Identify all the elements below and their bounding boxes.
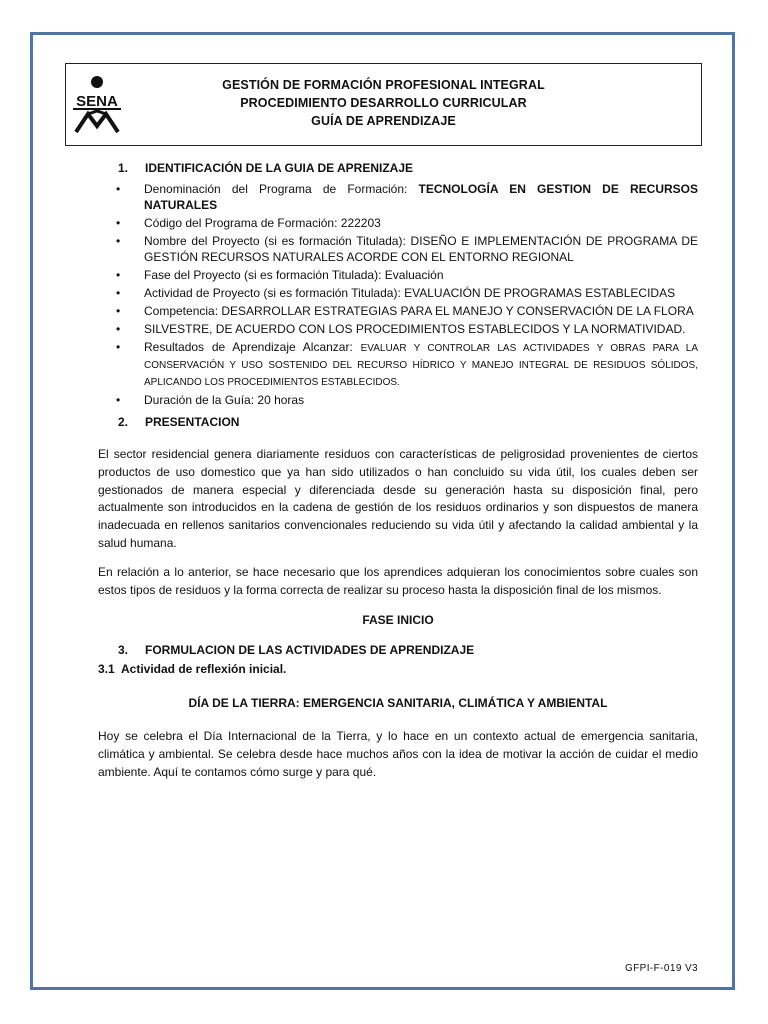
list-item [98,233,698,265]
item-value: Evaluación [384,268,444,282]
item-label: Actividad de Proyecto (si es formación Titulada): [144,286,405,300]
item-label: Fase del Proyecto (si es formación Titulada): [144,268,385,282]
section-1-title: IDENTIFICACIÓN DE LA GUIA DE APRENIZAJE [145,161,414,175]
subsection-3-1-title: Actividad de reflexión inicial. [121,662,287,676]
section-1-heading [98,160,698,177]
identification-list [98,181,698,408]
item-value: TECNOLOGÍA EN GESTION DE RECURSOS NATURALES [144,182,699,212]
section-2-number: 2. [118,415,129,429]
item-label: Competencia: [144,304,222,318]
activity-heading: DÍA DE LA TIERRA: EMERGENCIA SANITARIA, CLIMÁTICA Y AMBIENTAL [188,696,608,710]
subsection-3-1 [98,661,698,678]
subsection-3-1-heading [98,661,698,678]
section-3-heading [98,642,698,659]
list-item [98,267,698,283]
item-label: Código del Programa de Formación: [144,216,341,230]
header-line-2: PROCEDIMIENTO DESARROLLO CURRICULAR [240,96,527,110]
activity-paragraph: Hoy se celebra el Día Internacional de la Tierra, y lo hace en un contexto actual de emergencia sanitaria, climática y ambiental. Se celebra desde hace muchos años con la idea de motivar la acción de cuidar el medio ambiente. Aquí te contamos cómo surge y para qué. [98,729,698,779]
item-value: SILVESTRE, DE ACUERDO CON LOS PROCEDIMIENTOS ESTABLECIDOS Y LA NORMATIVIDAD. [144,322,686,336]
section-3-title: FORMULACION DE LAS ACTIVIDADES DE APRENDIZAJE [145,643,475,657]
header-line-1: GESTIÓN DE FORMACIÓN PROFESIONAL INTEGRAL [222,78,545,92]
section-2-heading [98,414,698,431]
section-3-number: 3. [118,643,129,657]
section-activities [98,642,698,659]
header-line-3: GUÍA DE APRENDIZAJE [311,114,456,128]
document-header [65,63,702,146]
list-item [98,303,698,319]
section-2-title: PRESENTACION [145,415,240,429]
item-value: EVALUACIÓN DE PROGRAMAS ESTABLECIDAS [404,286,676,300]
item-value: 20 horas [257,393,305,407]
item-value: DISEÑO E IMPLEMENTACIÓN DE PROGRAMA DE GESTIÓN RECURSOS NATURALES ACORDE CON EL ENTORNO REGIONAL [144,234,698,264]
header-title-block [66,76,701,130]
item-label: Resultados de Aprendizaje Alcanzar: [144,340,361,354]
form-code: GFPI-F-019 V3 [625,963,698,974]
list-item [98,285,698,301]
list-item [98,321,698,337]
item-label: Nombre del Proyecto (si es formación Titulada): [144,234,411,248]
item-value: EVALUAR Y CONTROLAR LAS ACTIVIDADES Y OBRAS PARA LA CONSERVACIÓN Y USO SOSTENIDO DEL RECURSO HÍDRICO Y MANEJO INTEGRAL DE RESIDUOS SÓLIDOS, APLICANDO LOS PROCEDIMIENTOS ESTABLECIDOS. [144,343,699,388]
list-item [98,392,698,408]
section-presentation-heading-wrap [98,414,698,431]
item-label: Denominación del Programa de Formación: [144,182,419,196]
phase-heading: FASE INICIO [362,613,434,627]
item-label: Duración de la Guía: [144,393,258,407]
list-item [98,339,698,390]
subsection-3-1-number: 3.1 [98,662,115,676]
section-identification [98,160,698,410]
presentation-paragraph-2: En relación a lo anterior, se hace necesario que los aprendices adquieran los conocimientos sobre cuales son estos tipos de residuos y la forma correcta de realizar su proceso hasta la disposición final de los mismos. [98,565,698,597]
svg-text:SENA: SENA [76,93,118,110]
item-value: 222203 [340,216,381,230]
item-value: DESARROLLAR ESTRATEGIAS PARA EL MANEJO Y CONSERVACIÓN DE LA FLORA [221,304,694,318]
list-item [98,181,698,213]
section-1-number: 1. [118,161,129,175]
list-item [98,215,698,231]
presentation-paragraph-1: El sector residencial genera diariamente residuos con características de peligrosidad provenientes de ciertos productos de uso domestico que ya han sido utilizados o han concluido su vida útil, los cuales deben ser gestionados de manera especial y diferenciada desde su generación hasta su disposición final, pero actualmente son introducidos en la cadena de gestión de los residuos ordinarios y son dispuestos de manera inadecuada en rellenos sanitarios convencionales reduciendo su vida útil y afectando la calidad ambiental y la salud humana. [98,447,698,550]
